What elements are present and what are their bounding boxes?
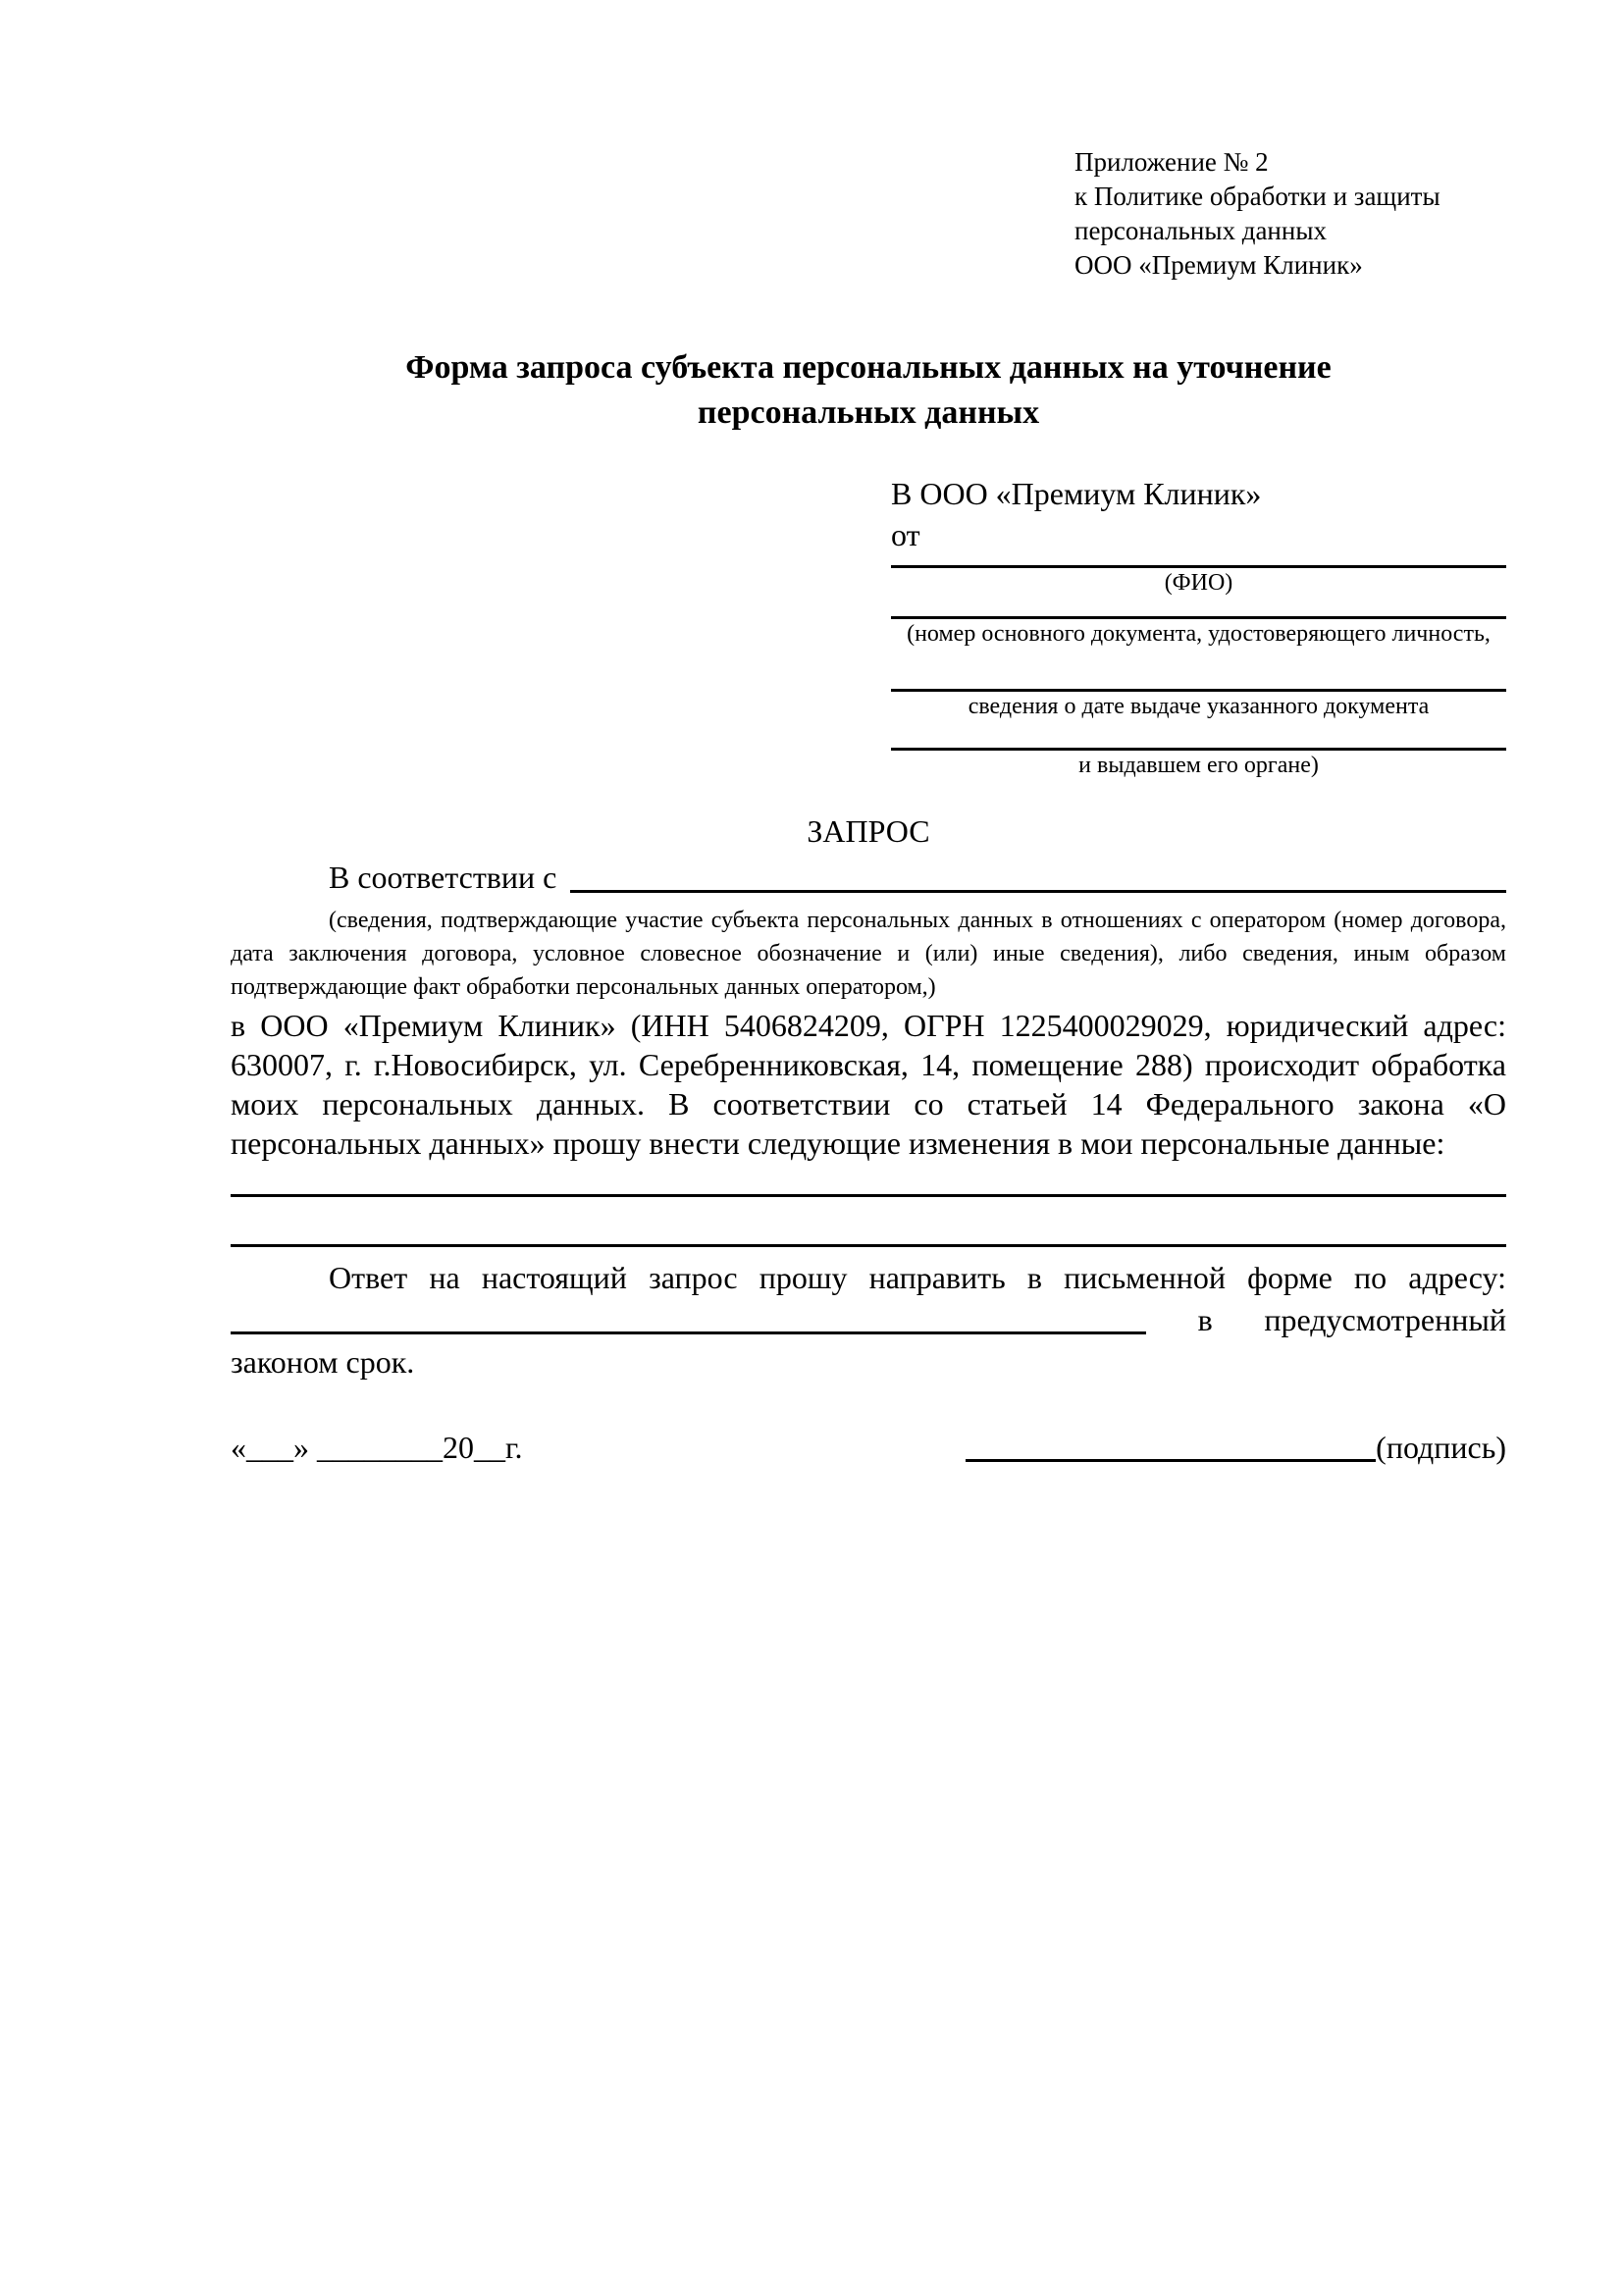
document-number-field [891,598,1506,649]
issue-date-field [891,649,1506,721]
basis-row [231,855,1506,900]
signature-group [966,1427,1506,1469]
basis-blank-line [570,855,1506,893]
appendix-header [1074,145,1506,283]
basis-label: В соответствии с [329,860,557,895]
changes-blank-line-1 [231,1194,1506,1197]
basis-fine-print: (сведения, подтверждающие участие субъекта персональных данных в отношениях с оператором (номер договора, дата заключения договора, условное словесное обозначение и (или) иные сведения), либо сведения, иным образом подтверждающие факт обработки персональных данных оператором,) [231,908,1506,1000]
issuing-authority-blank-line [891,721,1506,751]
addressee-from-label: от [891,517,920,552]
changes-blank-line-2 [231,1244,1506,1247]
issuing-authority-caption: и выдавшем его органе) [1078,753,1319,778]
answer-request-text: Ответ на настоящий запрос прошу направить в письменной форме по адресу: [329,1260,1506,1295]
document-title: Форма запроса субъекта персональных данных на уточнение персональных данных [405,349,1332,431]
signature-blank-line [966,1459,1376,1462]
request-body-text: в ООО «Премиум Клиник» (ИНН 5406824209, ОГРН 1225400029029, юридический адрес: 630007, г. г.Новосибирск, ул. Серебренниковская, 14, помещение 288) происходит обработка моих персональных данных. В соответствии со статьей 14 Федерального закона «О персональных данных» прошу внести следующие изменения в мои персональные данные: [231,1008,1506,1161]
issue-date-blank-line [891,649,1506,692]
appendix-header-line: ООО «Премиум Клиник» [1074,250,1363,280]
request-heading: ЗАПРОС [807,813,930,849]
fio-field [891,555,1506,598]
document-number-blank-line [891,598,1506,619]
answer-word: предусмотренный [1264,1302,1506,1337]
document-number-caption: (номер основного документа, удостоверяющего личность, [907,621,1491,647]
appendix-header-line: персональных данных [1074,216,1327,245]
date-signature-row [231,1427,1506,1469]
appendix-header-line: к Политике обработки и защиты [1074,182,1440,211]
addressee-organization: В ООО «Премиум Клиник» [891,476,1262,511]
issuing-authority-field [891,721,1506,780]
fio-blank-line [891,555,1506,568]
address-blank-row [231,1299,1506,1341]
issue-date-caption: сведения о дате выдаче указанного документа [968,694,1430,719]
document-content [231,145,1506,1469]
answer-closing-text: законом срок. [231,1344,415,1380]
appendix-header-line: Приложение № 2 [1074,147,1269,177]
answer-word: в [1197,1302,1213,1337]
address-blank-line [231,1331,1146,1334]
date-blank: «___» ________20__г. [231,1430,523,1465]
fio-caption: (ФИО) [1164,570,1233,596]
addressee-block [891,473,1506,780]
signature-caption: (подпись) [1376,1430,1506,1465]
